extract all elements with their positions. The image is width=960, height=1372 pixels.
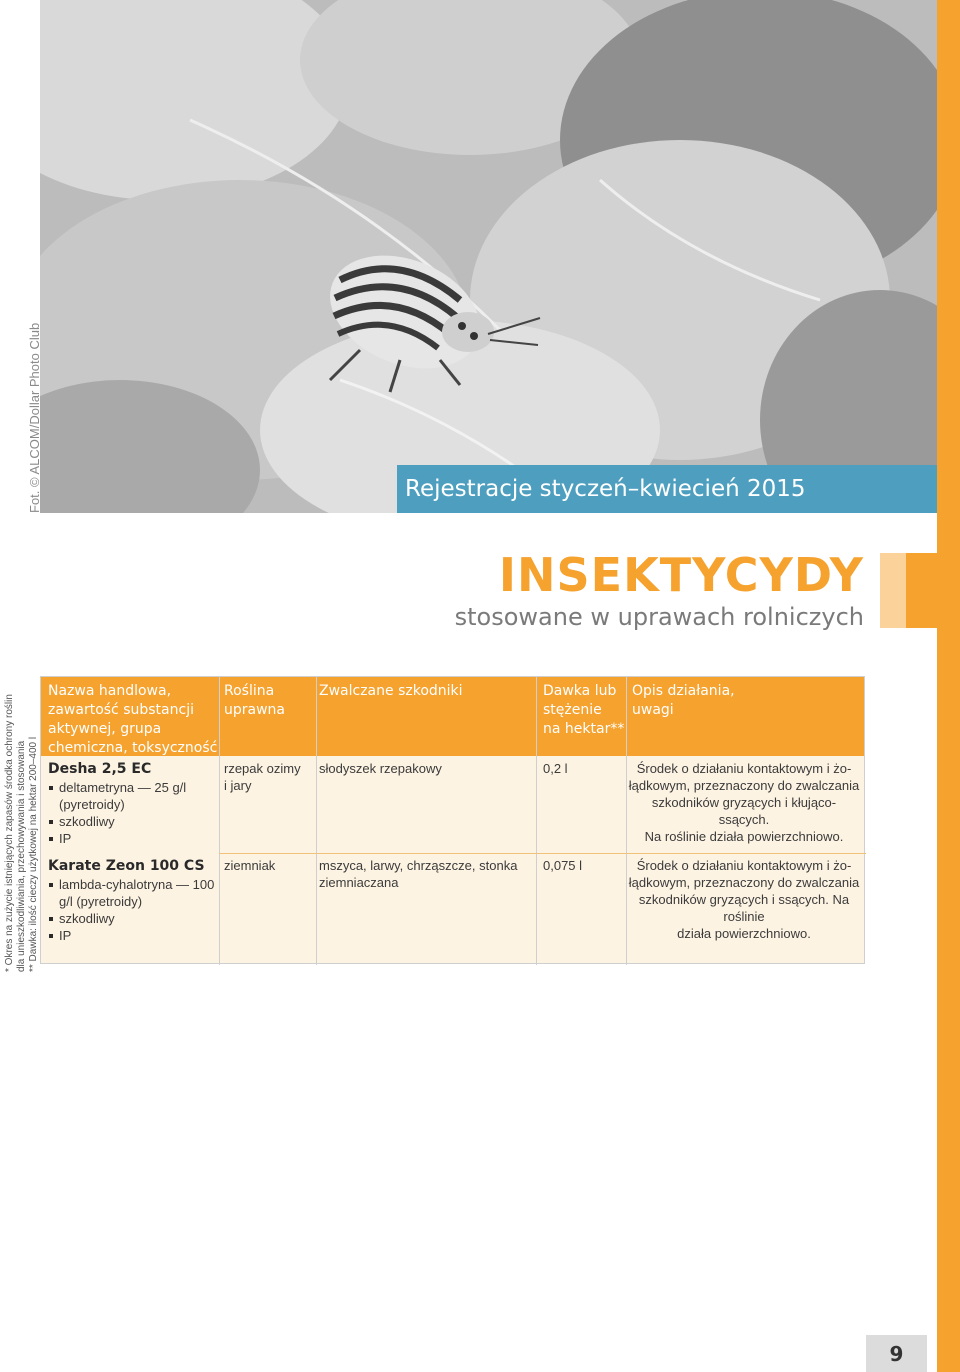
orange-accent-block (880, 553, 937, 628)
table-row-plant: rzepak ozimy i jary (224, 761, 301, 793)
footnote-line: dla unieszkodliwiania, przechowywania i stosowania (16, 740, 27, 972)
footnote-line: ** Dawka: ilość cieczy użytkowej na hektar 200–400 l (28, 736, 39, 972)
header-plant: Roślina uprawna (224, 683, 285, 718)
footnote-line: * Okres na zużycie istniejących zapasów środka ochrony roślin (4, 694, 15, 972)
header-pests: Zwalczane szkodniki (319, 683, 463, 699)
page-number: 9 (866, 1335, 927, 1372)
table-row-pests: mszyca, larwy, chrząszcze, stonka ziemniaczana (319, 858, 518, 890)
table-row-pests: słodyszek rzepakowy (319, 761, 442, 776)
section-heading: INSEKTYCYDY (498, 548, 864, 602)
insecticides-table (40, 676, 865, 964)
footnotes (4, 694, 40, 972)
header-description: Opis działania, uwagi (632, 683, 735, 718)
table-row-product: Desha 2,5 EC deltametryna — 25 g/l (pyretroidy) szkodliwy IP (48, 760, 216, 847)
table-row-dose: 0,075 l (543, 858, 583, 873)
header-name: Nazwa handlowa, zawartość substancji aktywnej, grupa chemiczna, toksyczność (48, 683, 218, 756)
table-row-description: Środek o działaniu kontaktowym i żo- łądkowym, przeznaczony do zwalczania szkodników gryzących i ssących. Na roślinie działa powierzchniowo. (628, 858, 860, 941)
table-row-plant: ziemniak (224, 858, 276, 873)
table-row-dose: 0,2 l (543, 761, 568, 776)
table-row-product: Karate Zeon 100 CS lambda-cyhalotryna — 100 g/l (pyretroidy) szkodliwy IP (48, 858, 215, 943)
orange-side-strip (937, 0, 960, 1372)
photo-credit: Fot. © ALCOM/Dollar Photo Club (27, 322, 42, 513)
table-row-description: Środek o działaniu kontaktowym i żo- łądkowym, przeznaczony do zwalczania szkodników gryzących i kłująco-ssących. Na roślinie działa powierzchniowo. (628, 761, 860, 844)
page-title-banner: Rejestracje styczeń–kwiecień 2015 (397, 465, 937, 513)
header-dose: Dawka lub stężenie na hektar** (543, 683, 625, 737)
section-subheading: stosowane w uprawach rolniczych (454, 603, 864, 631)
beetle-photo (40, 0, 937, 513)
